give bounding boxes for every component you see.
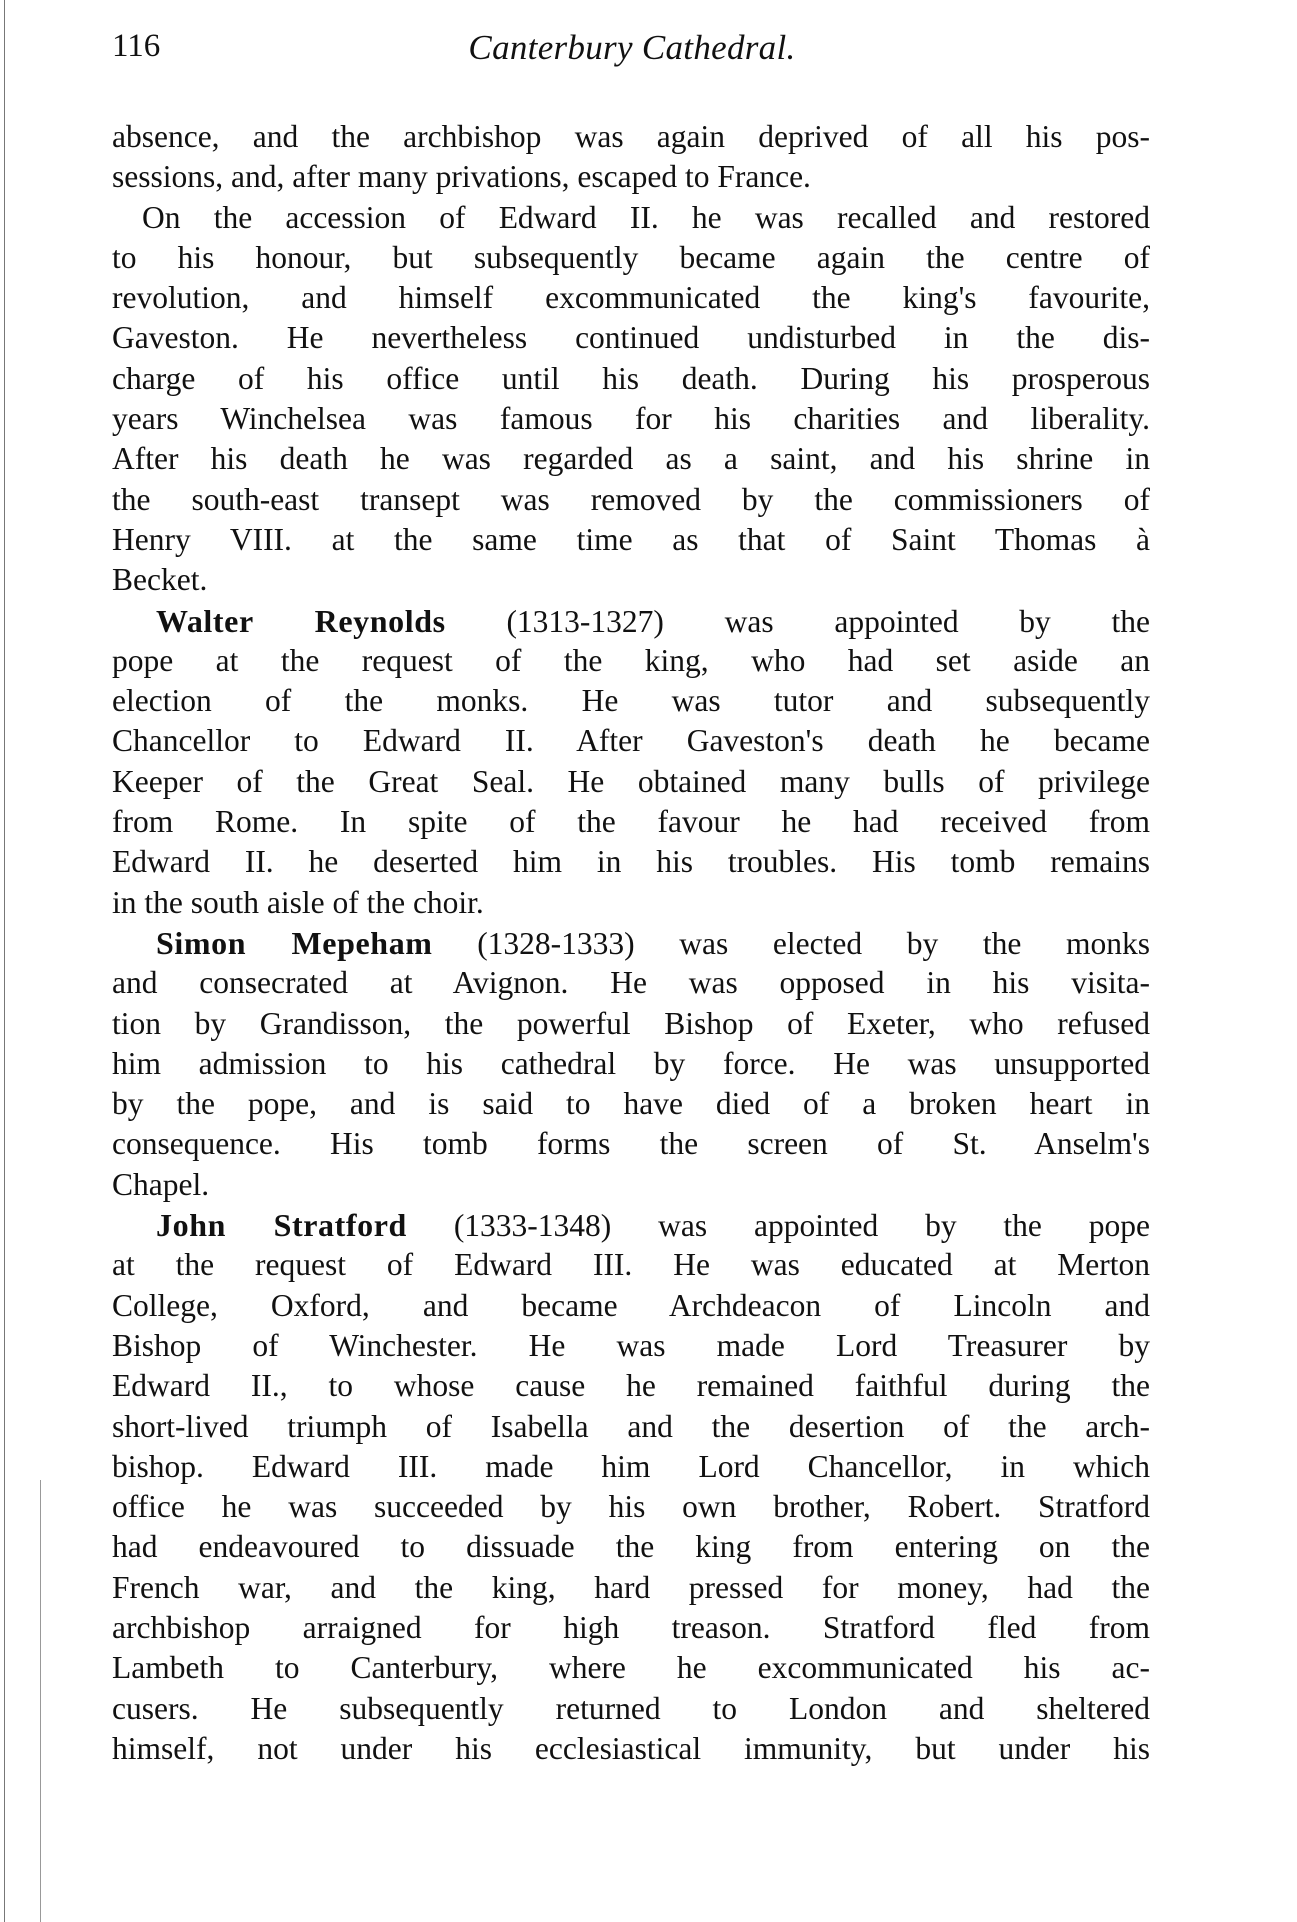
text-line: After his death he was regarded as a saint, and his shrine in: [112, 441, 1150, 477]
text-line: revolution, and himself excommunicated the king's favourite,: [112, 280, 1150, 316]
text-line: himself, not under his ecclesiastical immunity, but under his: [112, 1730, 1150, 1766]
page-number: 116: [112, 28, 161, 64]
text-line: French war, and the king, hard pressed for money, had the: [112, 1569, 1150, 1605]
text-line: Keeper of the Great Seal. He obtained many bulls of privilege: [112, 763, 1150, 799]
text-line: at the request of Edward III. He was educated at Merton: [112, 1247, 1150, 1283]
scan-border: [4, 0, 5, 1922]
text-line: Becket.: [112, 562, 208, 598]
text-line: [112, 1205, 1150, 1245]
text-line: from Rome. In spite of the favour he had received from: [112, 804, 1150, 840]
text-line: On the accession of Edward II. he was recalled and restored: [142, 199, 1150, 235]
text-line-rest: (1333-1348) was appointed by the pope: [406, 1208, 1150, 1244]
text-line: Henry VIII. at the same time as that of Saint Thomas à: [112, 521, 1150, 557]
text-line: tion by Grandisson, the powerful Bishop of Exeter, who refused: [112, 1005, 1150, 1041]
page-body: [112, 117, 1150, 1769]
text-line: Chapel.: [112, 1166, 210, 1202]
text-line: bishop. Edward III. made him Lord Chancellor, in which: [112, 1448, 1150, 1484]
text-line: [112, 923, 1150, 963]
text-line: Chancellor to Edward II. After Gaveston's death he became: [112, 723, 1150, 759]
text-line-rest: (1313-1327) was appointed by the: [445, 603, 1151, 639]
paragraph-walter-reynolds: [112, 601, 1150, 923]
text-line: the south-east transept was removed by the commissioners of: [112, 481, 1150, 517]
text-line: sessions, and, after many privations, escaped to France.: [112, 159, 811, 195]
text-line: in the south aisle of the choir.: [112, 884, 484, 920]
text-line: cusers. He subsequently returned to London and sheltered: [112, 1690, 1150, 1726]
archbishop-name: Walter Reynolds: [156, 602, 446, 639]
archbishop-name: Simon Mepeham: [156, 924, 433, 961]
text-line: him admission to his cathedral by force. He was unsupported: [112, 1045, 1150, 1081]
text-line: Lambeth to Canterbury, where he excommunicated his ac-: [112, 1650, 1150, 1686]
paragraph-simon-mepeham: [112, 923, 1150, 1205]
text-line: years Winchelsea was famous for his charities and liberality.: [112, 401, 1150, 437]
text-line: to his honour, but subsequently became again the centre of: [112, 239, 1150, 275]
paragraph-john-stratford: [112, 1205, 1150, 1769]
text-line: pope at the request of the king, who had set aside an: [112, 642, 1150, 678]
text-line: archbishop arraigned for high treason. Stratford fled from: [112, 1609, 1150, 1645]
text-line: Gaveston. He nevertheless continued undisturbed in the dis-: [112, 320, 1150, 356]
text-line: and consecrated at Avignon. He was opposed in his visita-: [112, 965, 1150, 1001]
text-line: Edward II. he deserted him in his troubles. His tomb remains: [112, 844, 1150, 880]
text-line: absence, and the archbishop was again deprived of all his pos-: [112, 119, 1150, 154]
text-line-rest: (1328-1333) was elected by the monks: [432, 925, 1150, 961]
text-line: consequence. His tomb forms the screen of St. Anselm's: [112, 1126, 1150, 1162]
text-line: charge of his office until his death. During his prosperous: [112, 360, 1150, 396]
running-title: Canterbury Cathedral.: [468, 28, 796, 67]
text-line: office he was succeeded by his own brother, Robert. Stratford: [112, 1489, 1150, 1525]
text-line: election of the monks. He was tutor and subsequently: [112, 683, 1150, 719]
paragraph: [112, 117, 1150, 198]
archbishop-name: John Stratford: [156, 1207, 407, 1244]
text-line: Edward II., to whose cause he remained faithful during the: [112, 1368, 1150, 1404]
text-line: short-lived triumph of Isabella and the desertion of the arch-: [112, 1408, 1150, 1444]
text-line: by the pope, and is said to have died of a broken heart in: [112, 1086, 1150, 1122]
text-line: Bishop of Winchester. He was made Lord Treasurer by: [112, 1327, 1150, 1363]
text-line: [112, 601, 1150, 641]
text-line: had endeavoured to dissuade the king from entering on the: [112, 1529, 1150, 1565]
paragraph: [112, 198, 1150, 601]
text-line: College, Oxford, and became Archdeacon of Lincoln and: [112, 1287, 1150, 1323]
page-header: [112, 28, 1152, 72]
scan-border: [40, 1480, 41, 1922]
